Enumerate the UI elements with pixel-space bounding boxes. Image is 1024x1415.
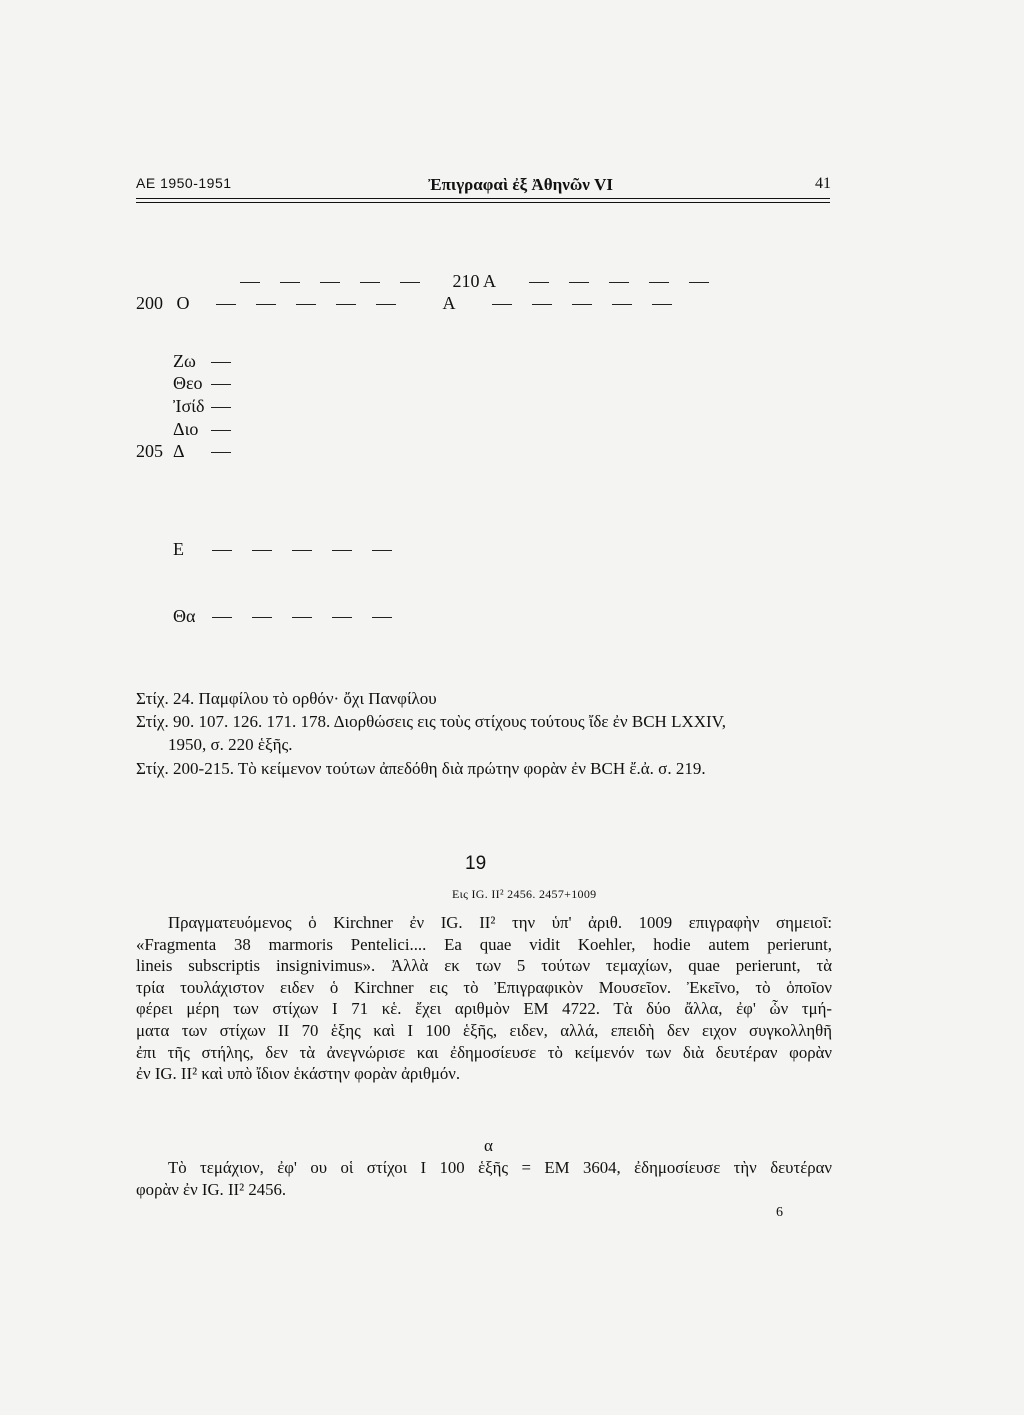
inscription-line-210 (230, 271, 719, 292)
note-line: Στίχ. 24. Παμφίλου τὸ ορθόν· ὄχι Πανφίλου (136, 689, 437, 708)
inscription-line-205 (136, 441, 241, 462)
note-line: Στίχ. 200-215. Τὸ κείμενον τούτων ἀπεδόθη διὰ πρώτην φορὰν ἐν BCH ἔ.ἀ. σ. 219. (136, 759, 706, 778)
paragraph-line: φέρει μέρη των στίχων Ι 71 κἑ. ἔχει αριθμὸν ΕΜ 4722. Τὰ δύο ἄλλα, ἐφ' ὧν τμή- (136, 999, 832, 1019)
paragraph-line: lineis subscriptis insignivimus». Ἀλλὰ εκ των 5 τούτων τεμαχίων, quae perierunt, τὰ (136, 956, 832, 976)
header-rule-double (136, 202, 830, 203)
inscription-line-204 (173, 419, 241, 440)
line-text: Ἰσίδ (173, 396, 205, 416)
line-200-left: Ο (176, 293, 190, 313)
line-text: Ε (173, 539, 184, 559)
line-200-right: Α (442, 293, 456, 313)
paragraph-line: Πραγματευόμενος ὁ Kirchner ἐν IG. II² την ὑπ' ἀριθ. 1009 επιγραφὴν σημειοῖ: (168, 913, 832, 932)
inscription-line-Th (173, 606, 402, 627)
line-text: Δ (173, 441, 185, 461)
paragraph-line: ἐν IG. II² καὶ υπὸ ἴδιον ἑκάστην φορὰν ἀριθμόν. (136, 1064, 461, 1084)
second-paragraph (136, 1157, 832, 1201)
line-210-text: 210 Α (452, 271, 497, 291)
paragraph-line: ἐπι τῆς στήλης, δεν τὰ ἀνεγνώρισε και ἐδημοσίευσε τὸ κείμενόν των διὰ δευτέραν φορὰν (136, 1042, 832, 1062)
line-number: 200 (136, 293, 163, 313)
section-reference: Εις IG. II² 2456. 2457+1009 (452, 887, 597, 901)
line-text: Θεο (173, 373, 203, 393)
inscription-line-202 (173, 373, 241, 394)
line-number: 205 (136, 441, 163, 461)
inscription-line-200 (136, 293, 682, 314)
paragraph-line: φορὰν ἐν IG. II² 2456. (136, 1180, 287, 1199)
inscription-line-201 (173, 351, 241, 372)
paragraph-line: ματα των στίχων ΙΙ 70 ἑξης καὶ Ι 100 ἑξῆς, ειδεν, αλλά, επειδὴ δεν ειχον συγκολληθῆ (136, 1020, 832, 1040)
journal-reference: ΑΕ 1950-1951 (136, 175, 232, 191)
page-number: 41 (815, 175, 831, 192)
line-text: Ζω (173, 351, 196, 371)
section-number: 19 (465, 853, 487, 874)
paragraph-line: «Fragmenta 38 marmoris Pentelici.... Ea quae vidit Koehler, hodie autem perierunt, (136, 934, 832, 954)
line-text: Θα (173, 606, 196, 626)
note-line: Στίχ. 90. 107. 126. 171. 178. Διορθώσεις εις τοὺς στίχους τούτους ἴδε ἐν BCH LXXIV, (136, 712, 727, 731)
paragraph-line: Τὸ τεμάχιον, ἐφ' ου οἱ στίχοι Ι 100 ἑξῆς = ΕΜ 3604, ἐδημοσίευσε τὴν δευτέραν (168, 1158, 832, 1177)
note-line: 1950, σ. 220 ἑξῆς. (168, 735, 293, 754)
subsection-label: α (484, 1136, 493, 1155)
inscription-line-E (173, 539, 402, 560)
paragraph-line: τρία τουλάχιστον ειδεν ὁ Kirchner εις τὸ Ἐπιγραφικὸν Μουσεῖον. Ἐκεῖνο, τὸ ὁποῖον (136, 977, 832, 997)
header-rule (136, 198, 830, 199)
main-paragraph (136, 912, 832, 1085)
running-title: Ἐπιγραφαὶ ἐξ Ἀθηνῶν VI (428, 175, 614, 194)
inscription-line-203 (173, 396, 241, 417)
printer-signature-mark: 6 (776, 1205, 783, 1220)
line-text: Διο (173, 419, 199, 439)
